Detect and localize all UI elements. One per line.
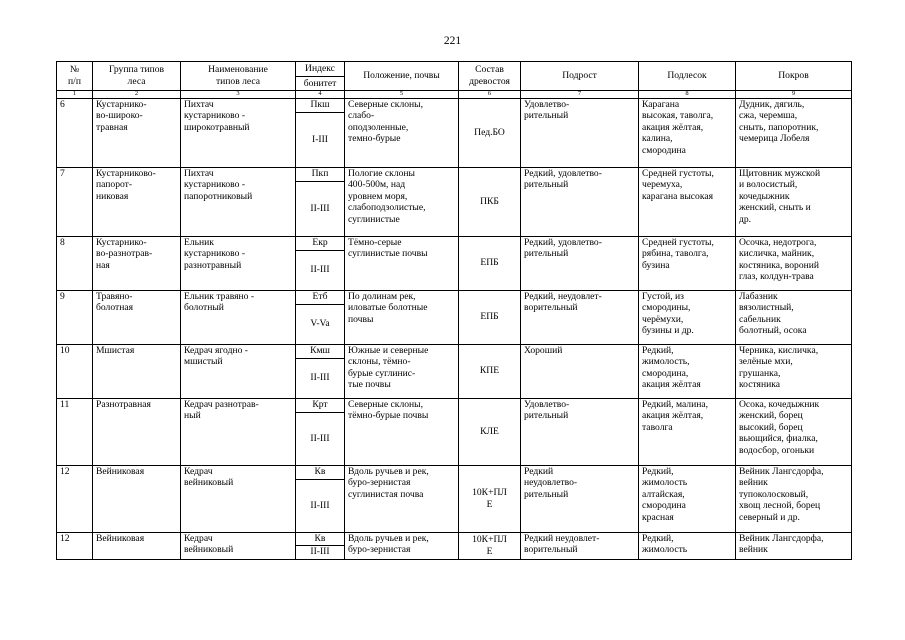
header-stand-composition: Состав древостоя: [459, 62, 521, 91]
bonitet: V-Va: [296, 304, 345, 344]
underwood: Редкий, жимолость: [639, 532, 736, 559]
header-ground-cover: Покров: [736, 62, 852, 91]
position-soils: Пологие склоны 400-500м, над уровнем моря, слабоподзолистые, суглинистые: [345, 167, 459, 236]
underwood: Редкий, малина, акация жёлтая, таволга: [639, 398, 736, 465]
table-row: [57, 398, 852, 412]
bonitet: II-III: [296, 250, 345, 290]
forest-type-name: Кедрач вейниковый: [181, 532, 296, 559]
forest-type-index: Пкп: [296, 167, 345, 181]
undergrowth: Редкий, удовлетво- рительный: [521, 167, 639, 236]
row-number: 8: [57, 236, 93, 290]
table-row: [57, 344, 852, 358]
forest-type-index: Етб: [296, 290, 345, 304]
ground-cover: Осока, кочедыжник женский, борец высокий, борец вьющийся, фиалка, водосбор, огоньки: [736, 398, 852, 465]
forest-type-index: Екр: [296, 236, 345, 250]
column-number-5: 5: [345, 91, 459, 99]
table-row: [57, 98, 852, 112]
row-number: 7: [57, 167, 93, 236]
forest-type-name: Ельник травяно - болотный: [181, 290, 296, 344]
column-number-4: 4: [296, 91, 345, 99]
underwood: Средней густоты, рябина, таволга, бузина: [639, 236, 736, 290]
row-number: 11: [57, 398, 93, 465]
column-number-1: 1: [57, 91, 93, 99]
position-soils: Северные склоны, тёмно-бурые почвы: [345, 398, 459, 465]
forest-group: Травяно- болотная: [93, 290, 181, 344]
forest-type-name: Кедрач вейниковый: [181, 465, 296, 532]
underwood: Карагана высокая, таволга, акация жёлтая, калина, смородина: [639, 98, 736, 167]
row-number: 12: [57, 465, 93, 532]
bonitet: II-III: [296, 181, 345, 236]
header-number: № п/п: [57, 62, 93, 91]
header-underwood: Подлесок: [639, 62, 736, 91]
ground-cover: Лабазник вязолистный, сабельник болотный, осока: [736, 290, 852, 344]
forest-group: Разнотравная: [93, 398, 181, 465]
position-soils: Вдоль ручьев и рек, буро-зернистая: [345, 532, 459, 559]
position-soils: Северные склоны, слабо- оподзоленные, темно-бурые: [345, 98, 459, 167]
forest-type-name: Пихтач кустарниково - папоротниковый: [181, 167, 296, 236]
forest-type-index: Пкш: [296, 98, 345, 112]
stand-composition: КЛЕ: [459, 398, 521, 465]
position-soils: Южные и северные склоны, тёмно- бурые суглинис- тые почвы: [345, 344, 459, 398]
position-soils: Вдоль ручьев и рек, буро-зернистая суглинистая почва: [345, 465, 459, 532]
forest-type-name: Кедрач разнотрав- ный: [181, 398, 296, 465]
stand-composition: 10К+ПЛ Е: [459, 532, 521, 559]
column-number-3: 3: [181, 91, 296, 99]
row-number: 6: [57, 98, 93, 167]
header-index: Индекс: [296, 62, 345, 77]
forest-type-index: Кмш: [296, 344, 345, 358]
stand-composition: ПКБ: [459, 167, 521, 236]
header-forest-group: Группа типов леса: [93, 62, 181, 91]
ground-cover: Вейник Лангсдорфа, вейник тупоколосковый, хвощ лесной, борец северный и др.: [736, 465, 852, 532]
column-number-9: 9: [736, 91, 852, 99]
header-position-soils: Положение, почвы: [345, 62, 459, 91]
column-number-2: 2: [93, 91, 181, 99]
undergrowth: Редкий, неудовлет- ворительный: [521, 290, 639, 344]
forest-type-index: Кв: [296, 465, 345, 479]
stand-composition: ЕПБ: [459, 236, 521, 290]
header-undergrowth: Подрост: [521, 62, 639, 91]
underwood: Густой, из смородины, черёмухи, бузины и др.: [639, 290, 736, 344]
row-number: 9: [57, 290, 93, 344]
forest-group: Кустарнико- во-широко- травная: [93, 98, 181, 167]
ground-cover: Вейник Лангсдорфа, вейник: [736, 532, 852, 559]
stand-composition: ЕПБ: [459, 290, 521, 344]
page-number: 221: [443, 35, 462, 47]
bonitet: II-III: [296, 545, 345, 559]
bonitet: I-III: [296, 112, 345, 167]
ground-cover: Дудник, дягиль, сжа, черемша, сныть, папоротник, чемерица Лобеля: [736, 98, 852, 167]
table-row: [57, 465, 852, 479]
forest-group: Вейниковая: [93, 465, 181, 532]
position-soils: По долинам рек, иловатые болотные почвы: [345, 290, 459, 344]
undergrowth: Хороший: [521, 344, 639, 398]
column-number-7: 7: [521, 91, 639, 99]
stand-composition: КПЕ: [459, 344, 521, 398]
bonitet: II-III: [296, 412, 345, 465]
ground-cover: Черника, кисличка, зелёные мхи, грушанка, костяника: [736, 344, 852, 398]
column-number-8: 8: [639, 91, 736, 99]
undergrowth: Редкий, удовлетво- рительный: [521, 236, 639, 290]
underwood: Средней густоты, черемуха, карагана высокая: [639, 167, 736, 236]
table-body: [57, 98, 852, 559]
undergrowth: Удовлетво- рительный: [521, 98, 639, 167]
ground-cover: Щитовник мужской и волосистый, кочедыжник женский, сныть и др.: [736, 167, 852, 236]
underwood: Редкий, жимолость, смородина, акация жёлтая: [639, 344, 736, 398]
column-number-6: 6: [459, 91, 521, 99]
underwood: Редкий, жимолость алтайская, смородина красная: [639, 465, 736, 532]
row-number: 10: [57, 344, 93, 398]
undergrowth: Редкий неудовлетво- рительный: [521, 465, 639, 532]
table-row: [57, 290, 852, 304]
undergrowth: Удовлетво- рительный: [521, 398, 639, 465]
bonitet: II-III: [296, 358, 345, 398]
header-bonitet: бонитет: [296, 77, 345, 91]
bonitet: II-III: [296, 479, 345, 532]
forest-type-name: Ельник кустарниково - разнотравный: [181, 236, 296, 290]
stand-composition: 10К+ПЛ Е: [459, 465, 521, 532]
column-number-row: [57, 91, 852, 99]
forest-group: Кустарниково- папорот- никовая: [93, 167, 181, 236]
stand-composition: Пед.БО: [459, 98, 521, 167]
row-number: 12: [57, 532, 93, 559]
forest-type-name: Пихтач кустарниково - широкотравный: [181, 98, 296, 167]
header-forest-type-name: Наименование типов леса: [181, 62, 296, 91]
forest-types-table: [56, 61, 852, 560]
forest-type-name: Кедрач ягодно - мшистый: [181, 344, 296, 398]
forest-group: Вейниковая: [93, 532, 181, 559]
forest-group: Мшистая: [93, 344, 181, 398]
forest-group: Кустарнико- во-разнотрав- ная: [93, 236, 181, 290]
table-row: [57, 167, 852, 181]
table-row: [57, 236, 852, 250]
forest-type-index: Кв: [296, 532, 345, 545]
undergrowth: Редкий неудовлет- ворительный: [521, 532, 639, 559]
table-row: [57, 532, 852, 545]
forest-type-index: Крт: [296, 398, 345, 412]
position-soils: Тёмно-серые суглинистые почвы: [345, 236, 459, 290]
ground-cover: Осочка, недотрога, кисличка, майник, костяника, вороний глаз, колдун-трава: [736, 236, 852, 290]
